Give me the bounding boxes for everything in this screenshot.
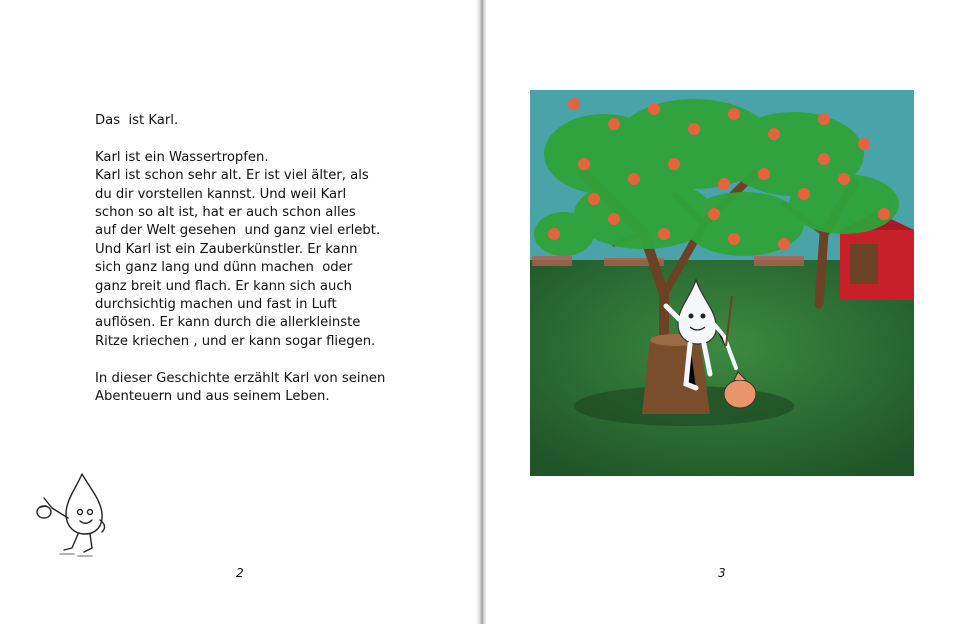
story-text — [95, 112, 425, 406]
text-line: durchsichtig machen und fast in Luft — [95, 297, 337, 313]
text-line: Das ist Karl. — [95, 113, 179, 128]
karl-drop-sketch-icon — [30, 468, 130, 560]
illustration — [524, 84, 920, 482]
text-line: auflösen. Er kann durch die allerkleinste — [95, 315, 361, 331]
text-line: Karl ist schon sehr alt. Er ist viel älter, als — [95, 168, 369, 184]
text-line: ganz breit und flach. Er kann sich auch — [95, 278, 352, 294]
right-page — [486, 0, 964, 624]
page-number: 2 — [236, 566, 244, 580]
text-line: schon so alt ist, hat er auch schon alles — [95, 205, 356, 221]
text-line: Karl ist ein Wassertropfen. — [95, 149, 269, 165]
text-line: auf der Welt gesehen und ganz viel erlebt. — [95, 223, 381, 239]
text-line: sich ganz lang und dünn machen oder — [95, 260, 353, 276]
left-page — [0, 0, 478, 624]
text-line: Und Karl ist ein Zauberkünstler. Er kann — [95, 241, 358, 257]
page-number: 3 — [718, 566, 726, 580]
text-line: du dir vorstellen kannst. Und weil Karl — [95, 186, 347, 202]
text-line: Ritze kriechen , und er kann sogar fliegen. — [95, 333, 376, 349]
text-line: In dieser Geschichte erzählt Karl von seinen — [95, 370, 386, 386]
text-line: Abenteuern und aus seinem Leben. — [95, 389, 330, 405]
